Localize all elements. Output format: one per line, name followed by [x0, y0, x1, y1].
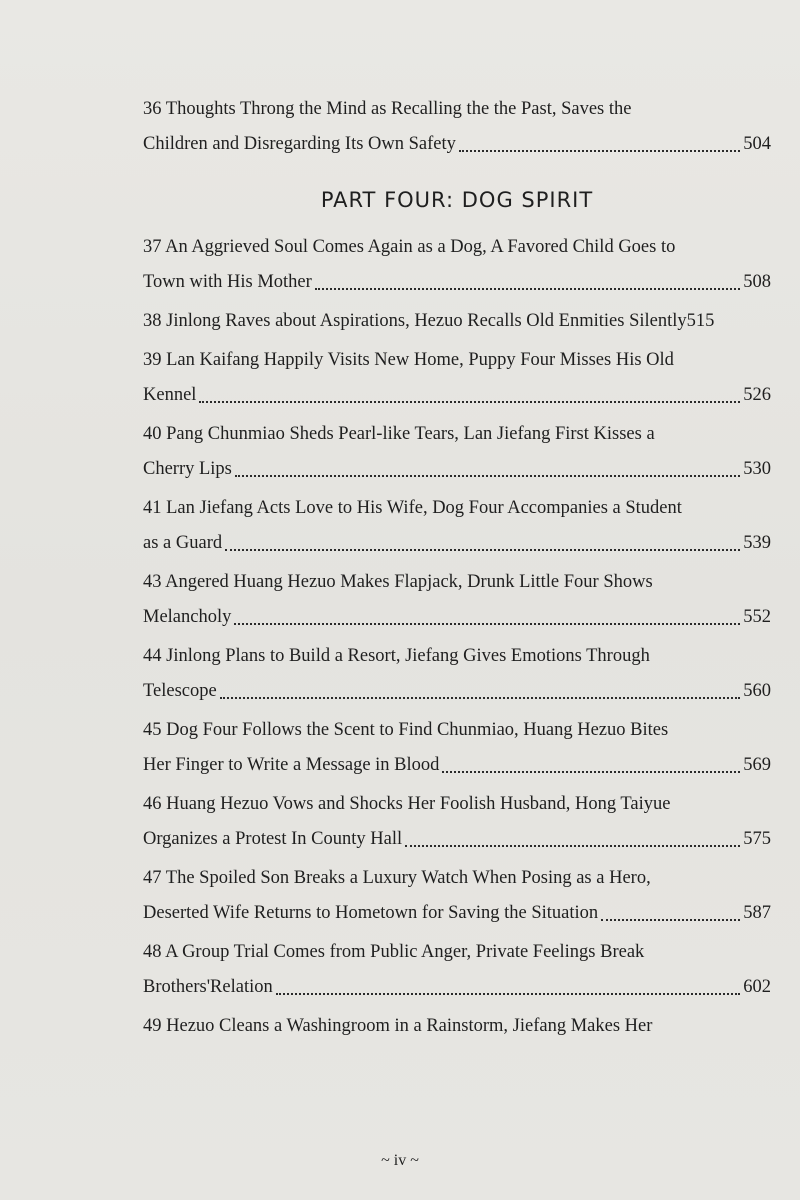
dot-leader — [315, 265, 740, 300]
toc-entry-36 — [143, 92, 771, 162]
entry-title-line2: as a Guard — [143, 533, 223, 553]
entry-page-number: 587 — [743, 903, 771, 923]
toc-entry-38 — [143, 304, 771, 339]
entry-title-line2: Cherry Lips — [143, 459, 232, 479]
entry-title-line2: Children and Disregarding Its Own Safety — [143, 134, 456, 154]
entry-title-line1: 47 The Spoiled Son Breaks a Luxury Watch When Posing as a Hero, — [143, 868, 651, 888]
entry-title-line1: 45 Dog Four Follows the Scent to Find Chunmiao, Huang Hezuo Bites — [143, 720, 669, 740]
dot-leader — [405, 822, 740, 857]
entry-page-number: 530 — [743, 459, 771, 479]
entry-title-line1: 44 Jinlong Plans to Build a Resort, Jiefang Gives Emotions Through — [143, 646, 650, 666]
toc-entry-47 — [143, 861, 771, 931]
entry-page-number: 515 — [686, 311, 715, 331]
toc-entry-37 — [143, 230, 771, 300]
entry-title-line2: Her Finger to Write a Message in Blood — [143, 755, 440, 775]
entry-title-line2: Brothers'Relation — [143, 977, 273, 997]
entry-title-line2: Town with His Mother — [143, 272, 312, 292]
toc-entry-39 — [143, 343, 771, 413]
dot-leader — [199, 378, 740, 413]
toc-entry-48 — [143, 935, 771, 1005]
entry-page-number: 569 — [743, 755, 771, 775]
page-footer-number: ~ iv ~ — [381, 1152, 419, 1169]
entry-title-line2: Organizes a Protest In County Hall — [143, 829, 403, 849]
entry-page-number: 560 — [743, 681, 771, 701]
entry-title-line1: 48 A Group Trial Comes from Public Anger, Private Feelings Break — [143, 942, 645, 962]
dot-leader — [459, 127, 740, 162]
dot-leader — [225, 526, 740, 561]
entry-title-line1: 38 Jinlong Raves about Aspirations, Hezuo Recalls Old Enmities Silently — [143, 311, 687, 331]
table-of-contents — [143, 92, 771, 1048]
entry-title-line2: Kennel — [143, 385, 197, 405]
dot-leader — [220, 674, 741, 709]
entry-title-line2: Melancholy — [143, 607, 232, 627]
entry-title-line1: 37 An Aggrieved Soul Comes Again as a Dog, A Favored Child Goes to — [143, 237, 676, 257]
entry-title-line1: 36 Thoughts Throng the Mind as Recalling the the Past, Saves the — [143, 99, 632, 119]
part-heading: PART FOUR: DOG SPIRIT — [320, 188, 594, 212]
toc-entry-41 — [143, 491, 771, 561]
entry-page-number: 575 — [743, 829, 771, 849]
toc-entry-45 — [143, 713, 771, 783]
toc-entry-46 — [143, 787, 771, 857]
entry-title-line1: 49 Hezuo Cleans a Washingroom in a Rainstorm, Jiefang Makes Her — [143, 1016, 653, 1036]
dot-leader — [442, 748, 740, 783]
toc-entry-44 — [143, 639, 771, 709]
toc-entry-40 — [143, 417, 771, 487]
entry-page-number: 526 — [743, 385, 771, 405]
entry-title-line1: 43 Angered Huang Hezuo Makes Flapjack, Drunk Little Four Shows — [143, 572, 653, 592]
entry-page-number: 552 — [743, 607, 771, 627]
entry-title-line2: Deserted Wife Returns to Hometown for Saving the Situation — [143, 903, 599, 923]
toc-entry-43 — [143, 565, 771, 635]
entry-title-line1: 41 Lan Jiefang Acts Love to His Wife, Dog Four Accompanies a Student — [143, 498, 682, 518]
dot-leader — [235, 452, 740, 487]
entry-page-number: 504 — [743, 134, 771, 154]
entry-title-line2: Telescope — [143, 681, 217, 701]
entry-title-line1: 39 Lan Kaifang Happily Visits New Home, Puppy Four Misses His Old — [143, 350, 674, 370]
entry-title-line1: 46 Huang Hezuo Vows and Shocks Her Foolish Husband, Hong Taiyue — [143, 794, 671, 814]
dot-leader — [601, 896, 740, 931]
entry-page-number: 602 — [743, 977, 771, 997]
dot-leader — [276, 970, 741, 1005]
entry-page-number: 539 — [743, 533, 771, 553]
dot-leader — [234, 600, 740, 635]
entry-title-line1: 40 Pang Chunmiao Sheds Pearl-like Tears, Lan Jiefang First Kisses a — [143, 424, 655, 444]
toc-entry-49 — [143, 1009, 771, 1044]
entry-page-number: 508 — [743, 272, 771, 292]
